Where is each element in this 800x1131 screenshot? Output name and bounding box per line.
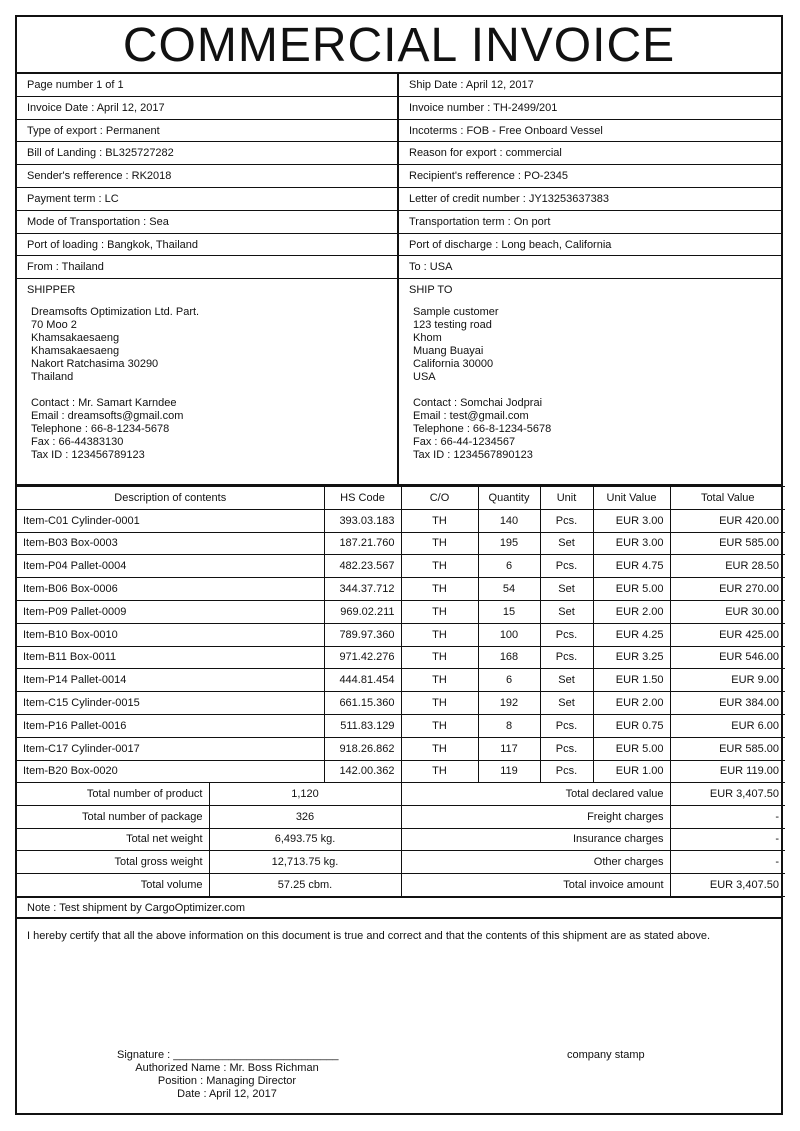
table-cell: Pcs.: [540, 714, 593, 737]
table-row: [17, 578, 785, 601]
totals-value: 1,120: [209, 783, 401, 806]
column-header: Unit Value: [593, 487, 670, 510]
table-cell: TH: [401, 646, 478, 669]
signature-block: [117, 1049, 337, 1101]
totals-label: Total declared value: [401, 783, 670, 806]
totals-value: -: [670, 805, 785, 828]
table-cell: EUR 585.00: [670, 532, 785, 555]
table-cell: EUR 119.00: [670, 760, 785, 783]
items-table: [17, 486, 785, 783]
info-row: [17, 165, 781, 188]
table-cell: TH: [401, 532, 478, 555]
table-cell: Pcs.: [540, 509, 593, 532]
totals-row: [17, 874, 785, 897]
info-cell: Mode of Transportation : Sea: [17, 211, 399, 233]
table-cell: 8: [478, 714, 540, 737]
table-cell: EUR 0.75: [593, 714, 670, 737]
parties-section: [17, 279, 781, 486]
totals-value: 12,713.75 kg.: [209, 851, 401, 874]
table-cell: Item-P04 Pallet-0004: [17, 555, 324, 578]
table-cell: 54: [478, 578, 540, 601]
info-cell: Invoice number : TH-2499/201: [409, 101, 558, 114]
ship-to-line: Contact : Somchai Jodprai: [413, 397, 543, 409]
totals-value: 6,493.75 kg.: [209, 828, 401, 851]
table-cell: 117: [478, 737, 540, 760]
table-cell: 969.02.211: [324, 600, 401, 623]
info-cell: Reason for export : commercial: [409, 147, 562, 160]
table-cell: EUR 2.00: [593, 600, 670, 623]
table-cell: 511.83.129: [324, 714, 401, 737]
invoice-info-grid: [17, 74, 781, 279]
totals-label: Other charges: [401, 851, 670, 874]
shipper-line: Contact : Mr. Samart Karndee: [31, 397, 177, 409]
table-cell: Pcs.: [540, 760, 593, 783]
info-cell: Letter of credit number : JY13253637383: [409, 192, 609, 205]
table-cell: Set: [540, 578, 593, 601]
totals-label: Total number of package: [17, 805, 209, 828]
totals-row: [17, 851, 785, 874]
totals-label: Total gross weight: [17, 851, 209, 874]
table-cell: TH: [401, 600, 478, 623]
table-cell: TH: [401, 623, 478, 646]
signature-date: Date : April 12, 2017: [177, 1088, 277, 1100]
table-cell: EUR 4.25: [593, 623, 670, 646]
items-body: [17, 509, 785, 783]
info-row: [17, 74, 781, 97]
table-cell: EUR 4.75: [593, 555, 670, 578]
info-row: [17, 256, 781, 279]
ship-to-line: Fax : 66-44-1234567: [413, 436, 516, 448]
info-row: [17, 211, 781, 234]
info-cell: Recipient's refference : PO-2345: [409, 170, 569, 183]
table-cell: Item-C17 Cylinder-0017: [17, 737, 324, 760]
table-cell: Set: [540, 600, 593, 623]
table-cell: Pcs.: [540, 623, 593, 646]
table-cell: EUR 9.00: [670, 669, 785, 692]
table-cell: 195: [478, 532, 540, 555]
table-cell: EUR 3.00: [593, 532, 670, 555]
table-cell: TH: [401, 760, 478, 783]
table-cell: EUR 28.50: [670, 555, 785, 578]
table-row: [17, 532, 785, 555]
table-cell: 142.00.362: [324, 760, 401, 783]
totals-row: [17, 783, 785, 806]
totals-value: 57.25 cbm.: [209, 874, 401, 897]
totals-table: [17, 782, 785, 897]
table-cell: Item-B10 Box-0010: [17, 623, 324, 646]
table-cell: 192: [478, 692, 540, 715]
table-row: [17, 600, 785, 623]
info-cell: Sender's refference : RK2018: [17, 165, 399, 187]
table-cell: TH: [401, 555, 478, 578]
ship-to-line: Tax ID : 1234567890123: [413, 449, 533, 461]
ship-to-line: Muang Buayai: [413, 345, 484, 357]
table-cell: 393.03.183: [324, 509, 401, 532]
info-cell: Type of export : Permanent: [17, 120, 399, 142]
note-text: Note : Test shipment by CargoOptimizer.com: [17, 896, 781, 919]
table-cell: EUR 420.00: [670, 509, 785, 532]
ship-to-title: SHIP TO: [409, 284, 453, 296]
table-cell: TH: [401, 669, 478, 692]
info-cell: Ship Date : April 12, 2017: [409, 79, 534, 91]
shipper-line: Fax : 66-44383130: [31, 436, 124, 448]
table-cell: EUR 546.00: [670, 646, 785, 669]
column-header: Description of contents: [17, 487, 324, 510]
table-cell: EUR 5.00: [593, 578, 670, 601]
table-cell: Set: [540, 692, 593, 715]
signature-line: Signature : ___________________________: [117, 1049, 339, 1061]
table-cell: TH: [401, 737, 478, 760]
info-row: [17, 188, 781, 211]
table-cell: 482.23.567: [324, 555, 401, 578]
table-row: [17, 646, 785, 669]
certification-text: I hereby certify that all the above information on this document is true and correct and that the contents of this shipment are as stated above.: [27, 930, 710, 942]
table-cell: Item-B20 Box-0020: [17, 760, 324, 783]
table-cell: TH: [401, 692, 478, 715]
table-cell: Item-P09 Pallet-0009: [17, 600, 324, 623]
table-cell: 6: [478, 669, 540, 692]
table-cell: EUR 1.50: [593, 669, 670, 692]
table-cell: EUR 3.25: [593, 646, 670, 669]
table-cell: TH: [401, 509, 478, 532]
ship-to-line: Sample customer: [413, 306, 499, 318]
column-header: C/O: [401, 487, 478, 510]
table-cell: EUR 6.00: [670, 714, 785, 737]
table-row: [17, 692, 785, 715]
info-row: [17, 234, 781, 257]
table-cell: Item-C15 Cylinder-0015: [17, 692, 324, 715]
shipper-line: Thailand: [31, 371, 74, 383]
info-cell: Port of discharge : Long beach, California: [409, 238, 612, 251]
totals-label: Total net weight: [17, 828, 209, 851]
table-cell: 168: [478, 646, 540, 669]
totals-value: EUR 3,407.50: [670, 783, 785, 806]
table-cell: Set: [540, 669, 593, 692]
ship-to-address: [409, 306, 771, 462]
totals-label: Insurance charges: [401, 828, 670, 851]
invoice-document: [15, 15, 783, 1115]
info-cell: Incoterms : FOB - Free Onboard Vessel: [409, 124, 603, 137]
table-cell: EUR 2.00: [593, 692, 670, 715]
totals-value: -: [670, 828, 785, 851]
info-cell: Page number 1 of 1: [17, 74, 399, 96]
table-cell: 918.26.862: [324, 737, 401, 760]
totals-value: EUR 3,407.50: [670, 874, 785, 897]
table-cell: 444.81.454: [324, 669, 401, 692]
authorized-name: Authorized Name : Mr. Boss Richman: [135, 1062, 319, 1074]
table-cell: EUR 30.00: [670, 600, 785, 623]
table-cell: Item-B11 Box-0011: [17, 646, 324, 669]
table-cell: Pcs.: [540, 646, 593, 669]
shipper-line: 70 Moo 2: [31, 319, 77, 331]
table-cell: 789.97.360: [324, 623, 401, 646]
table-row: [17, 760, 785, 783]
shipper-line: [31, 384, 387, 397]
info-cell: Invoice Date : April 12, 2017: [17, 97, 399, 119]
table-cell: 100: [478, 623, 540, 646]
info-cell: Port of loading : Bangkok, Thailand: [17, 234, 399, 256]
info-cell: Payment term : LC: [17, 188, 399, 210]
info-row: [17, 120, 781, 143]
info-row: [17, 97, 781, 120]
invoice-title: COMMERCIAL INVOICE: [17, 17, 781, 74]
table-cell: Item-P14 Pallet-0014: [17, 669, 324, 692]
table-cell: 344.37.712: [324, 578, 401, 601]
ship-to-line: Khom: [413, 332, 442, 344]
signer-position: Position : Managing Director: [157, 1075, 297, 1087]
table-cell: 119: [478, 760, 540, 783]
shipper-block: [17, 279, 399, 484]
table-cell: EUR 3.00: [593, 509, 670, 532]
info-row: [17, 142, 781, 165]
column-header: HS Code: [324, 487, 401, 510]
table-cell: 140: [478, 509, 540, 532]
totals-value: 326: [209, 805, 401, 828]
shipper-line: Khamsakaesaeng: [31, 345, 120, 357]
table-cell: EUR 585.00: [670, 737, 785, 760]
table-cell: 971.42.276: [324, 646, 401, 669]
ship-to-line: 123 testing road: [413, 319, 492, 331]
company-stamp-label: company stamp: [567, 1049, 645, 1061]
table-cell: Pcs.: [540, 555, 593, 578]
table-cell: 15: [478, 600, 540, 623]
table-row: [17, 737, 785, 760]
table-cell: Item-P16 Pallet-0016: [17, 714, 324, 737]
info-cell: From : Thailand: [17, 256, 399, 278]
ship-to-line: USA: [413, 371, 436, 383]
table-cell: Pcs.: [540, 737, 593, 760]
ship-to-line: [413, 384, 771, 397]
info-cell: Bill of Landing : BL325727282: [17, 142, 399, 164]
items-header-row: [17, 487, 785, 510]
info-cell: Transportation term : On port: [409, 215, 551, 228]
table-cell: EUR 270.00: [670, 578, 785, 601]
totals-label: Total number of product: [17, 783, 209, 806]
ship-to-line: California 30000: [413, 358, 494, 370]
table-cell: EUR 425.00: [670, 623, 785, 646]
table-cell: Set: [540, 532, 593, 555]
shipper-line: Email : dreamsofts@gmail.com: [31, 410, 184, 422]
column-header: Unit: [540, 487, 593, 510]
table-cell: Item-B06 Box-0006: [17, 578, 324, 601]
totals-label: Freight charges: [401, 805, 670, 828]
table-row: [17, 623, 785, 646]
totals-row: [17, 828, 785, 851]
totals-label: Total volume: [17, 874, 209, 897]
table-row: [17, 509, 785, 532]
table-row: [17, 555, 785, 578]
ship-to-line: Email : test@gmail.com: [413, 410, 529, 422]
table-cell: Item-B03 Box-0003: [17, 532, 324, 555]
table-cell: TH: [401, 578, 478, 601]
table-cell: 187.21.760: [324, 532, 401, 555]
shipper-address: [27, 306, 387, 462]
column-header: Quantity: [478, 487, 540, 510]
ship-to-block: [399, 279, 781, 484]
shipper-line: Khamsakaesaeng: [31, 332, 120, 344]
table-row: [17, 669, 785, 692]
shipper-line: Nakort Ratchasima 30290: [31, 358, 159, 370]
column-header: Total Value: [670, 487, 785, 510]
totals-label: Total invoice amount: [401, 874, 670, 897]
shipper-line: Telephone : 66-8-1234-5678: [31, 423, 170, 435]
shipper-line: Dreamsofts Optimization Ltd. Part.: [31, 306, 200, 318]
totals-row: [17, 805, 785, 828]
ship-to-line: Telephone : 66-8-1234-5678: [413, 423, 552, 435]
shipper-title: SHIPPER: [27, 284, 76, 296]
info-cell: To : USA: [409, 261, 453, 274]
table-cell: Item-C01 Cylinder-0001: [17, 509, 324, 532]
table-cell: EUR 384.00: [670, 692, 785, 715]
table-cell: TH: [401, 714, 478, 737]
table-cell: 6: [478, 555, 540, 578]
table-cell: 661.15.360: [324, 692, 401, 715]
totals-value: -: [670, 851, 785, 874]
table-row: [17, 714, 785, 737]
table-cell: EUR 1.00: [593, 760, 670, 783]
totals-body: [17, 783, 785, 897]
shipper-line: Tax ID : 123456789123: [31, 449, 145, 461]
table-cell: EUR 5.00: [593, 737, 670, 760]
